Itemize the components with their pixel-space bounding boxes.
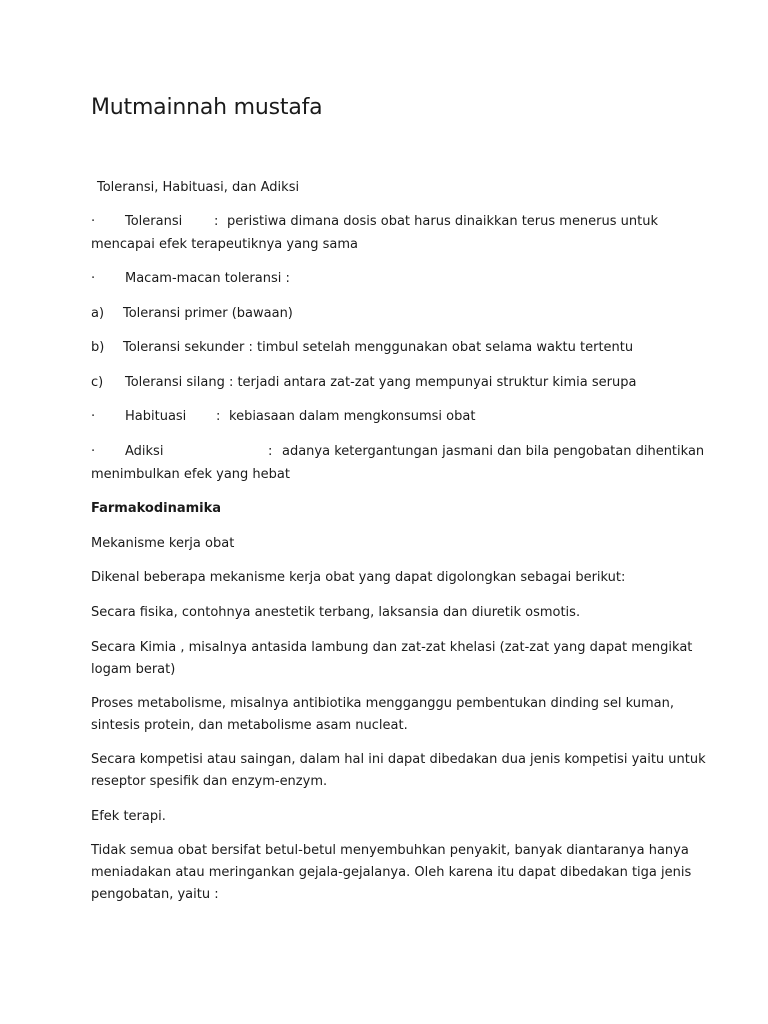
habituasi-desc: kebiasaan dalam mengkonsumsi obat (229, 409, 476, 424)
toleransi-term: Toleransi (125, 214, 183, 229)
adiksi-desc-line1: adanya ketergantungan jasmani dan bila pengobatan dihentikan (282, 444, 705, 459)
farmakodinamika-heading: Farmakodinamika (91, 501, 222, 516)
metabolisme-paragraph-line1: Proses metabolisme, misalnya antibiotika mengganggu pembentukan dinding sel kuman, (91, 696, 674, 711)
adiksi-desc-line2: menimbulkan efek yang hebat (91, 467, 290, 482)
section-heading: Toleransi, Habituasi, dan Adiksi (97, 180, 300, 195)
document-title: Mutmainnah mustafa (91, 95, 323, 120)
metabolisme-paragraph-line2: sintesis protein, dan metabolisme asam nucleat. (91, 718, 408, 733)
kompetisi-paragraph-line1: Secara kompetisi atau saingan, dalam hal ini dapat dibedakan dua jenis kompetisi yaitu untuk (91, 752, 706, 767)
mekanisme-heading: Mekanisme kerja obat (91, 536, 235, 551)
toleransi-colon: : (214, 214, 219, 229)
kimia-paragraph-line2: logam berat) (91, 662, 176, 677)
toleransi-desc-line2: mencapai efek terapeutiknya yang sama (91, 237, 359, 252)
kimia-paragraph-line1: Secara Kimia , misalnya antasida lambung dan zat-zat khelasi (zat-zat yang dapat mengikat (91, 640, 693, 655)
list-marker-b: b) (91, 340, 105, 355)
list-item-c: Toleransi silang : terjadi antara zat-zat yang mempunyai struktur kimia serupa (125, 375, 637, 390)
fisika-paragraph: Secara fisika, contohnya anestetik terbang, laksansia dan diuretik osmotis. (91, 605, 581, 620)
tidak-paragraph-line1: Tidak semua obat bersifat betul-betul menyembuhkan penyakit, banyak diantaranya hanya (91, 843, 689, 858)
bullet-dot: · (91, 271, 96, 286)
list-item-a: Toleransi primer (bawaan) (123, 306, 293, 321)
tidak-paragraph-line3: pengobatan, yaitu : (91, 887, 219, 902)
list-marker-a: a) (91, 306, 105, 321)
tidak-paragraph-line2: meniadakan atau meringankan gejala-gejalanya. Oleh karena itu dapat dibedakan tiga jenis (91, 865, 692, 880)
adiksi-term: Adiksi (125, 444, 164, 459)
bullet-dot: · (91, 444, 96, 459)
adiksi-colon: : (268, 444, 273, 459)
bullet-dot: · (91, 214, 96, 229)
bullet-dot: · (91, 409, 96, 424)
kompetisi-paragraph-line2: reseptor spesifik dan enzym-enzym. (91, 774, 328, 789)
toleransi-desc-line1: peristiwa dimana dosis obat harus dinaikkan terus menerus untuk (227, 214, 659, 229)
efek-terapi-heading: Efek terapi. (91, 809, 166, 824)
habituasi-term: Habituasi (125, 409, 187, 424)
list-item-b: Toleransi sekunder : timbul setelah menggunakan obat selama waktu tertentu (123, 340, 634, 355)
habituasi-colon: : (216, 409, 221, 424)
dikenal-paragraph: Dikenal beberapa mekanisme kerja obat yang dapat digolongkan sebagai berikut: (91, 570, 626, 585)
macam-toleransi-label: Macam-macan toleransi : (125, 271, 290, 286)
list-marker-c: c) (91, 375, 104, 390)
